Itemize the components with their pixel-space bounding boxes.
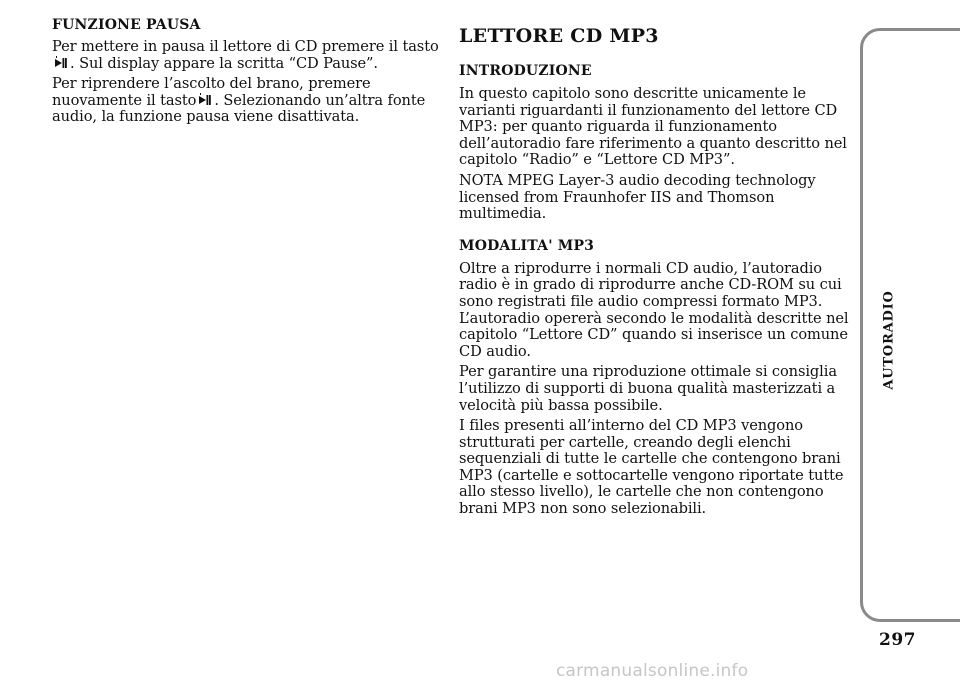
left-column [52,16,442,130]
right-column [459,24,854,522]
pause-p2-text: Per riprendere l’ascolto del brano, premere nuovamente il tasto [52,75,371,109]
play-pause-icon [54,56,67,70]
play-pause-icon [198,93,211,107]
section-title-intro: INTRODUZIONE [459,63,592,79]
section-title-mp3-mode: MODALITA' MP3 [459,237,595,254]
chapter-side-tab [860,28,960,622]
watermark: carmanualsonline.info [556,661,749,681]
mode-paragraph-2: Per garantire una riproduzione ottimale si consiglia l’utilizzo di supporti di buona qualità masterizzati a velocità più bassa possibile. [459,363,837,414]
section-title-pause: FUNZIONE PAUSA [52,17,201,33]
mode-paragraph-3: I files presenti all’interno del CD MP3 vengono strutturati per cartelle, creando degli elenchi sequenziali di tutte le cartelle che contengono brani MP3 (cartelle e sottocartelle vengono riportate tutte allo stesso livello), le cartelle che non contengono brani MP3 non sono selezionabili. [459,417,844,518]
side-tab-label: AUTORADIO [881,290,897,390]
pause-p1-text: Per mettere in pausa il lettore di CD premere il tasto [52,38,439,55]
pause-paragraph-1 [52,39,442,72]
pause-p1-text-end: . Sul display appare la scritta “CD Pause”. [70,54,378,72]
intro-paragraph-1: In questo capitolo sono descritte unicamente le varianti riguardanti il funzionamento del lettore CD MP3: per quanto riguarda il funzionamento dell’autoradio fare riferimento a quanto descritto nel capitolo “Radio” e “Lettore CD MP3”. [459,85,847,169]
chapter-title: LETTORE CD MP3 [459,25,659,47]
pause-paragraph-2 [52,76,442,126]
intro-paragraph-2: NOTA MPEG Layer-3 audio decoding technology licensed from Fraunhofer IIS and Thomson multimedia. [459,171,816,223]
page-number: 297 [879,630,916,650]
pause-p2-text-end: . Selezionando un’altra fonte audio, la funzione pausa viene disattivata. [52,91,426,126]
mode-paragraph-1: Oltre a riprodurre i normali CD audio, l’autoradio radio è in grado di riprodurre anche CD-ROM su cui sono registrati file audio compressi formato MP3. L’autoradio opererà secondo le modalità descritte nel capitolo “Lettore CD” quando si inserisce un comune CD audio. [459,259,849,360]
